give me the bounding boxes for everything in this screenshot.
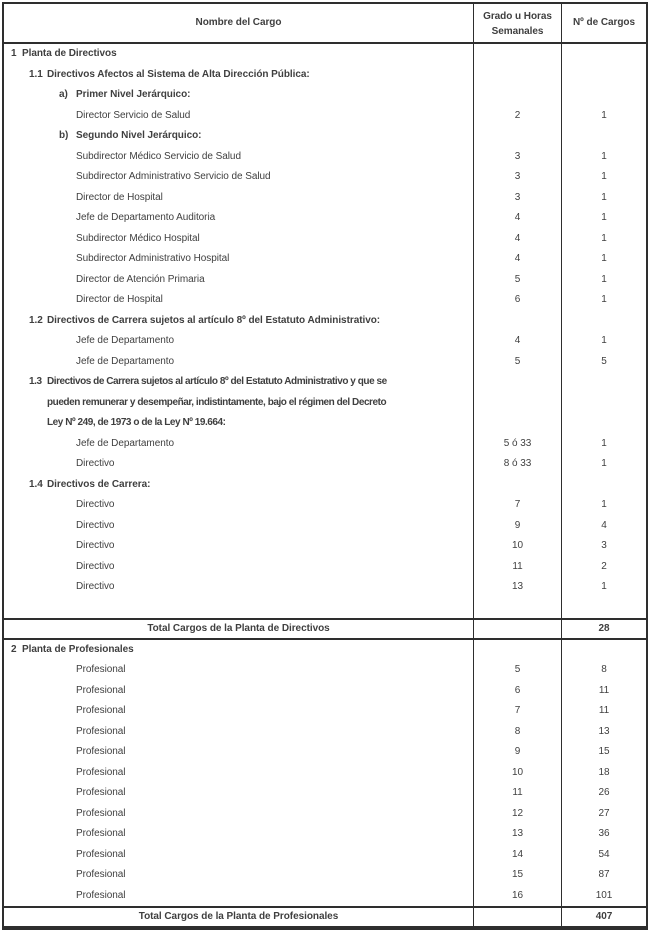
cell-num-cargos <box>561 44 646 65</box>
cell-num-cargos: 1 <box>561 434 646 455</box>
cell-nombre-del-cargo <box>4 640 473 661</box>
position-row <box>4 147 646 168</box>
position-row <box>4 331 646 352</box>
cell-nombre-del-cargo: Jefe de Departamento <box>76 355 174 367</box>
section-row <box>4 475 646 496</box>
total-row <box>4 618 646 640</box>
cell-grado: 16 <box>473 886 561 907</box>
cell-nombre-del-cargo: Profesional <box>76 848 126 860</box>
section-number: 1.4 <box>29 478 43 490</box>
cell-num-cargos <box>561 311 646 332</box>
cell-num-cargos: 1 <box>561 270 646 291</box>
section-label <box>4 475 473 496</box>
cell-grado: 15 <box>473 865 561 886</box>
cell-nombre-del-cargo <box>4 475 473 496</box>
cell-grado: 13 <box>473 824 561 845</box>
cell-num-cargos <box>561 598 646 619</box>
position-row <box>4 701 646 722</box>
cell-nombre-del-cargo: Profesional <box>76 787 126 799</box>
section-number: 1 <box>11 48 17 59</box>
cell-grado: 4 <box>473 229 561 250</box>
cell-grado: 5 <box>473 660 561 681</box>
section-label <box>4 44 473 65</box>
section-row <box>4 65 646 86</box>
cell-grado <box>473 620 561 638</box>
cell-num-cargos: 26 <box>561 783 646 804</box>
cell-grado: 4 <box>473 249 561 270</box>
cell-num-cargos: 1 <box>561 229 646 250</box>
section-text: Segundo Nivel Jerárquico: <box>76 130 202 141</box>
cell-grado: 13 <box>473 577 561 598</box>
position-row <box>4 188 646 209</box>
cell-num-cargos: 11 <box>561 681 646 702</box>
cell-nombre-del-cargo: Profesional <box>76 807 126 819</box>
cell-nombre-del-cargo <box>4 126 473 147</box>
cell-grado <box>473 311 561 332</box>
cell-grado: 3 <box>473 167 561 188</box>
position-row <box>4 167 646 188</box>
cell-grado: 5 <box>473 352 561 373</box>
cell-grado: 8 ó 33 <box>473 454 561 475</box>
cell-nombre-del-cargo: Profesional <box>76 664 126 676</box>
cell-num-cargos: 36 <box>561 824 646 845</box>
cell-nombre-del-cargo: Profesional <box>76 746 126 758</box>
section-row <box>4 640 646 661</box>
section-text-continued: Ley Nº 249, de 1973 o de la Ley Nº 19.664: <box>47 417 226 428</box>
section-text: Primer Nivel Jerárquico: <box>76 89 191 100</box>
cell-grado: 11 <box>473 557 561 578</box>
cell-num-cargos: 3 <box>561 536 646 557</box>
cell-grado <box>473 908 561 926</box>
position-row <box>4 824 646 845</box>
position-row <box>4 660 646 681</box>
position-row <box>4 886 646 907</box>
cell-nombre-del-cargo: Profesional <box>76 889 126 901</box>
column-header-grado-u-horas <box>473 4 561 42</box>
cell-grado: 7 <box>473 701 561 722</box>
cell-nombre-del-cargo <box>4 311 473 332</box>
cell-grado: 10 <box>473 536 561 557</box>
staff-positions-table <box>2 2 648 930</box>
cell-num-cargos: 101 <box>561 886 646 907</box>
cell-num-cargos: 87 <box>561 865 646 886</box>
cell-grado: 14 <box>473 845 561 866</box>
cell-nombre-del-cargo: Director de Hospital <box>76 294 163 305</box>
cell-num-cargos: 13 <box>561 722 646 743</box>
cell-nombre-del-cargo <box>4 65 473 86</box>
section-row <box>4 372 646 434</box>
cell-num-cargos: 27 <box>561 804 646 825</box>
cell-num-cargos <box>561 640 646 661</box>
cell-num-cargos: 54 <box>561 845 646 866</box>
section-number: 1.1 <box>29 68 43 80</box>
cell-nombre-del-cargo: Directivo <box>76 519 115 531</box>
cell-num-cargos: 407 <box>561 908 646 926</box>
cell-nombre-del-cargo: Subdirector Administrativo Hospital <box>76 253 230 264</box>
section-text: Directivos Afectos al Sistema de Alta Dirección Pública: <box>47 68 310 80</box>
cell-nombre-del-cargo: Subdirector Administrativo Servicio de Salud <box>76 171 271 182</box>
cell-nombre-del-cargo: Subdirector Médico Servicio de Salud <box>76 150 241 162</box>
position-row <box>4 557 646 578</box>
cell-nombre-del-cargo <box>4 44 473 65</box>
position-row <box>4 536 646 557</box>
position-row <box>4 352 646 373</box>
cell-nombre-del-cargo <box>4 85 473 106</box>
section-label <box>4 372 473 393</box>
cell-num-cargos: 1 <box>561 331 646 352</box>
cell-num-cargos: 1 <box>561 577 646 598</box>
cell-nombre-del-cargo: Director de Atención Primaria <box>76 273 205 285</box>
cell-num-cargos: 18 <box>561 763 646 784</box>
position-row <box>4 763 646 784</box>
cell-nombre-del-cargo: Directivo <box>76 560 115 572</box>
cell-grado: 9 <box>473 742 561 763</box>
cell-num-cargos: 1 <box>561 167 646 188</box>
position-row <box>4 681 646 702</box>
cell-num-cargos: 8 <box>561 660 646 681</box>
section-number: a) <box>59 89 68 100</box>
position-row <box>4 845 646 866</box>
cell-num-cargos <box>561 65 646 86</box>
position-row <box>4 495 646 516</box>
cell-nombre-del-cargo: Profesional <box>76 869 126 881</box>
section-number: 1.2 <box>29 314 43 326</box>
position-row <box>4 249 646 270</box>
section-row <box>4 44 646 65</box>
cell-num-cargos: 28 <box>561 620 646 638</box>
cell-num-cargos: 11 <box>561 701 646 722</box>
cell-nombre-del-cargo: Subdirector Médico Hospital <box>76 232 200 244</box>
cell-num-cargos: 2 <box>561 557 646 578</box>
cell-grado: 5 ó 33 <box>473 434 561 455</box>
cell-nombre-del-cargo: Profesional <box>76 705 126 717</box>
cell-nombre-del-cargo: Director de Hospital <box>76 191 163 203</box>
cell-num-cargos: 5 <box>561 352 646 373</box>
section-number: 2 <box>11 643 17 655</box>
section-label <box>4 65 473 86</box>
cell-num-cargos: 1 <box>561 454 646 475</box>
cell-nombre-del-cargo: Directivo <box>76 540 115 551</box>
section-number: 1.3 <box>29 376 42 387</box>
cell-grado <box>473 640 561 661</box>
cell-nombre-del-cargo: Jefe de Departamento <box>76 335 174 346</box>
cell-nombre-del-cargo: Director Servicio de Salud <box>76 109 191 121</box>
cell-num-cargos: 1 <box>561 147 646 168</box>
position-row <box>4 454 646 475</box>
cell-grado: 6 <box>473 290 561 311</box>
cell-num-cargos: 1 <box>561 249 646 270</box>
cell-num-cargos: 15 <box>561 742 646 763</box>
cell-grado: 9 <box>473 516 561 537</box>
position-row <box>4 577 646 598</box>
position-row <box>4 270 646 291</box>
section-label <box>4 126 473 147</box>
cell-nombre-del-cargo <box>4 372 473 434</box>
section-row <box>4 85 646 106</box>
cell-nombre-del-cargo: Jefe de Departamento Auditoria <box>76 212 216 223</box>
cell-nombre-del-cargo: Directivo <box>76 581 115 592</box>
section-text: Planta de Profesionales <box>22 643 134 655</box>
cell-grado <box>473 475 561 496</box>
cell-grado: 10 <box>473 763 561 784</box>
cell-num-cargos: 1 <box>561 208 646 229</box>
cell-num-cargos <box>561 372 646 434</box>
cell-nombre-del-cargo: Profesional <box>76 725 126 737</box>
cell-grado: 2 <box>473 106 561 127</box>
cell-grado <box>473 126 561 147</box>
cell-nombre-del-cargo: Profesional <box>76 684 126 696</box>
section-label <box>4 85 473 106</box>
column-header-num-de-cargos: Nº de Cargos <box>561 4 646 42</box>
cell-grado: 7 <box>473 495 561 516</box>
cell-num-cargos: 1 <box>561 188 646 209</box>
cell-num-cargos: 1 <box>561 290 646 311</box>
section-text: Directivos de Carrera sujetos al artículo 8º del Estatuto Administrativo: <box>47 314 381 326</box>
cell-grado: 5 <box>473 270 561 291</box>
column-header-grado-line2: Semanales <box>491 26 544 37</box>
cell-nombre-del-cargo: Profesional <box>76 828 126 840</box>
cell-grado: 4 <box>473 331 561 352</box>
section-text-continued: pueden remunerar y desempeñar, indistintamente, bajo el régimen del Decreto <box>47 396 387 408</box>
cell-grado: 3 <box>473 147 561 168</box>
section-text: Directivos de Carrera: <box>47 478 151 490</box>
cell-grado <box>473 85 561 106</box>
section-text: Directivos de Carrera sujetos al artículo 8º del Estatuto Administrativo y que se <box>47 376 387 387</box>
column-header-nombre-del-cargo: Nombre del Cargo <box>195 17 282 28</box>
position-row <box>4 804 646 825</box>
position-row <box>4 208 646 229</box>
position-row <box>4 290 646 311</box>
table-body <box>4 44 646 928</box>
cell-nombre-del-cargo: Profesional <box>76 766 126 778</box>
position-row <box>4 722 646 743</box>
position-row <box>4 106 646 127</box>
cell-grado <box>473 65 561 86</box>
position-row <box>4 742 646 763</box>
cell-num-cargos <box>561 475 646 496</box>
position-row <box>4 865 646 886</box>
cell-grado: 6 <box>473 681 561 702</box>
section-label <box>4 640 473 661</box>
table-header-row <box>4 4 646 44</box>
cell-nombre-del-cargo: Total Cargos de la Planta de Profesionales <box>138 911 339 923</box>
cell-grado <box>473 372 561 434</box>
total-row <box>4 906 646 928</box>
position-row <box>4 516 646 537</box>
cell-grado: 11 <box>473 783 561 804</box>
cell-grado: 12 <box>473 804 561 825</box>
cell-num-cargos: 1 <box>561 106 646 127</box>
spacer-row <box>4 598 646 619</box>
cell-grado: 3 <box>473 188 561 209</box>
cell-nombre-del-cargo: Directivo <box>76 499 115 510</box>
section-row <box>4 311 646 332</box>
cell-num-cargos <box>561 126 646 147</box>
cell-nombre-del-cargo: Jefe de Departamento <box>76 437 174 449</box>
cell-nombre-del-cargo: Total Cargos de la Planta de Directivos <box>147 623 330 634</box>
column-header-grado-line1: Grado u Horas <box>483 11 552 22</box>
cell-grado: 8 <box>473 722 561 743</box>
section-text: Planta de Directivos <box>22 48 117 59</box>
cell-grado: 4 <box>473 208 561 229</box>
cell-nombre-del-cargo: Directivo <box>76 458 115 469</box>
position-row <box>4 434 646 455</box>
cell-num-cargos: 1 <box>561 495 646 516</box>
cell-num-cargos <box>561 85 646 106</box>
cell-nombre-del-cargo <box>4 598 473 619</box>
section-row <box>4 126 646 147</box>
cell-grado <box>473 44 561 65</box>
cell-num-cargos: 4 <box>561 516 646 537</box>
position-row <box>4 229 646 250</box>
section-number: b) <box>59 130 69 141</box>
position-row <box>4 783 646 804</box>
section-label <box>4 311 473 332</box>
cell-grado <box>473 598 561 619</box>
